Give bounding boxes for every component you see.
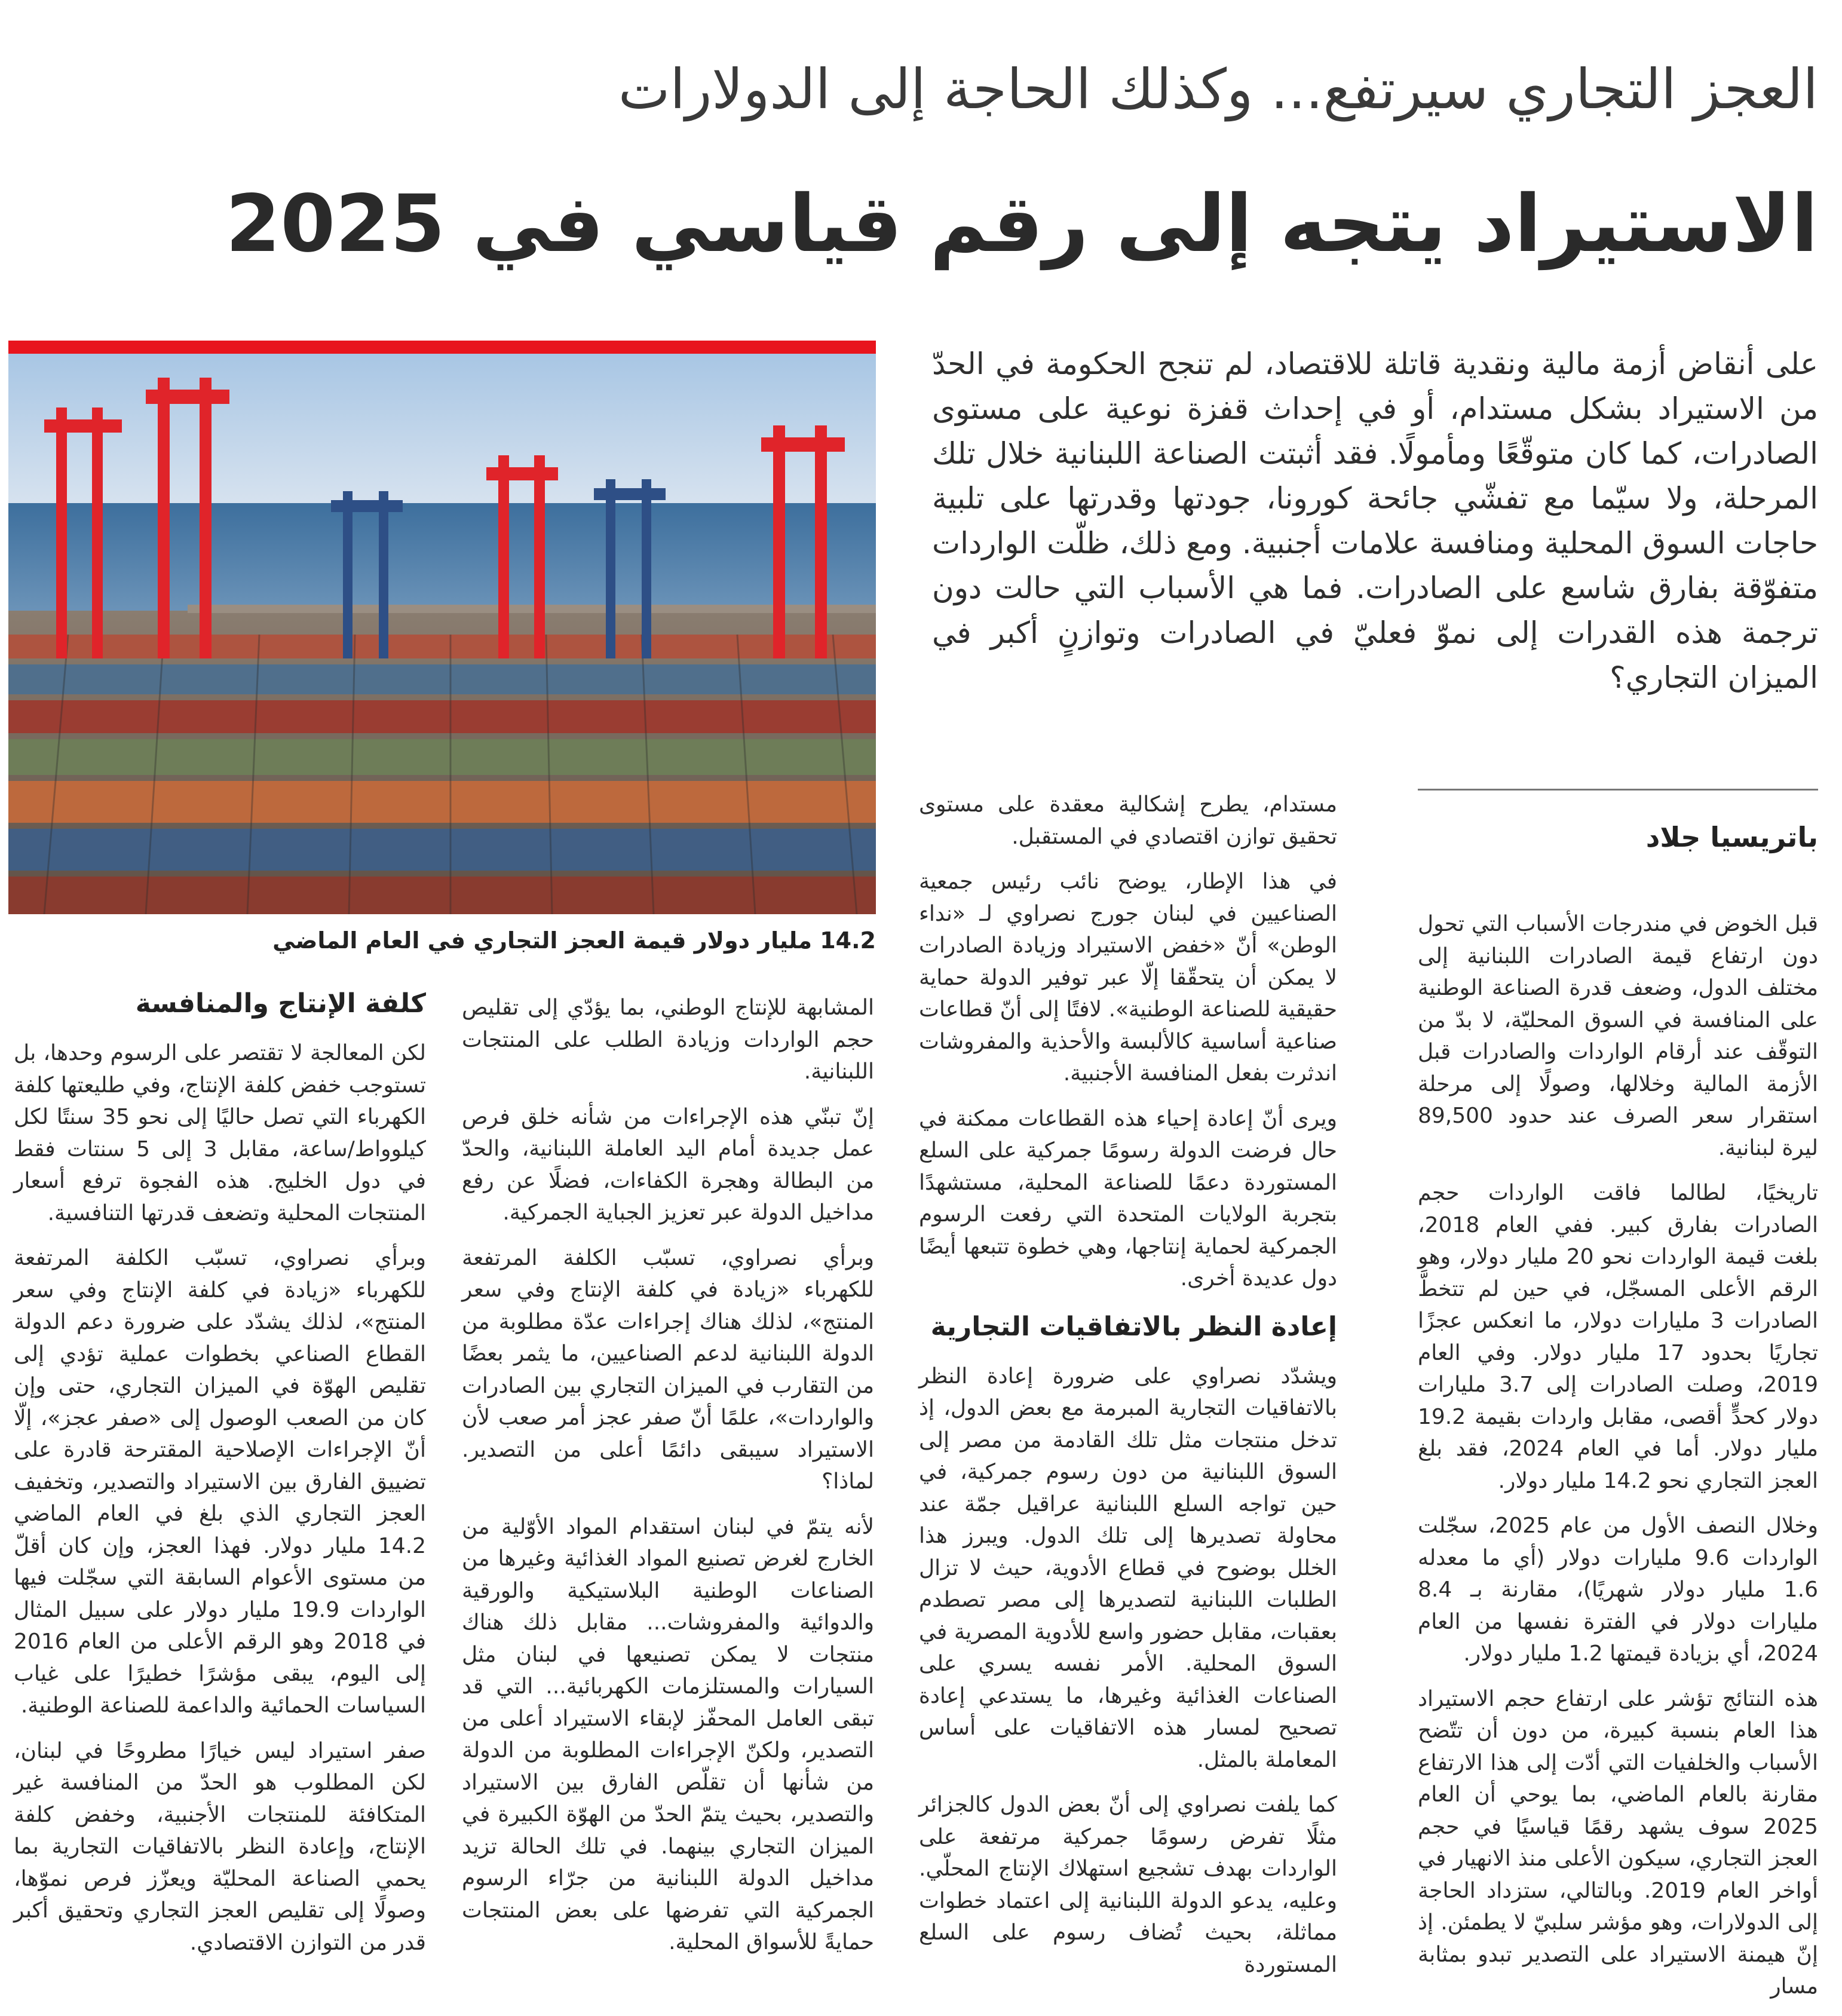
red-accent-bar [8,341,876,354]
paragraph: وبرأي نصراوي، تسبّب الكلفة المرتفعة للكهرباء «زيادة في كلفة الإنتاج وفي سعر المنتج»، لذلك يشدّد على ضرورة دعم الدولة القطاع الصناعي بخطوات عملية تؤدي إلى تقليص الهوّة في الميزان التجاري، حتى وإن كان من الصعب الوصول إلى «صفر عجز»، إلّا أنّ الإجراءات الإصلاحية المقترحة قادرة على تضييق الفارق بين الاستيراد والتصدير، وتخفيف العجز التجاري الذي بلغ في العام الماضي 14.2 مليار دولار. فهذا العجز، وإن كان أقلّ من مستوى الأعوام السابقة التي سجّلت فيها الواردات 19.9 مليار دولار على سبيل المثال في 2018 وهو الرقم الأعلى من العام 2016 إلى اليوم، يبقى مؤشرًا خطيرًا على غياب السياسات الحمائية والداعمة للصناعة الوطنية. [14,1246,426,1718]
article-photo [8,341,876,914]
lede-paragraph: على أنقاض أزمة مالية ونقدية قاتلة للاقتصاد، لم تنجح الحكومة في الحدّ من الاستيراد بشكل مستدام، أو في إحداث قفزة نوعية على مستوى الصادرات، كما كان متوقّعًا ومأمولًا. فقد أثبتت الصناعة اللبنانية خلال تلك المرحلة، ولا سيّما مع تفشّي جائحة كورونا، جودتها وقدرتها على تلبية حاجات السوق المحلية ومنافسة علامات أجنبية. ومع ذلك، ظلّت الواردات متفوّقة بفارق شاسع على الصادرات. فما هي الأسباب التي حالت دون ترجمة هذه القدرات إلى نموّ فعليّ في الصادرات وتوازنٍ أكبر في الميزان التجاري؟ [932,347,1818,695]
author-name: باتريسيا جلاد [1645,821,1818,853]
paragraph: مستدام، يطرح إشكالية معقدة على مستوى تحقيق توازن اقتصادي في المستقبل. [919,792,1337,849]
kicker-headline: العجز التجاري سيرتفع... وكذلك الحاجة إلى الدولارات [618,57,1818,121]
article-column-2 [919,789,1337,1994]
photo-caption: 14.2 مليار دولار قيمة العجز التجاري في العام الماضي [272,927,876,954]
paragraph: ويشدّد نصراوي على ضرورة إعادة النظر بالاتفاقيات التجارية المبرمة مع بعض الدول، إذ تدخل منتجات مثل تلك القادمة من مصر إلى السوق اللبنانية من دون رسوم جمركية، في حين تواجه السلع اللبنانية عراقيل جمّة عند محاولة تصديرها إلى تلك الدول. ويبرز هذا الخلل بوضوح في قطاع الأدوية، حيث لا تزال الطلبات اللبنانية لتصديرها إلى مصر تصطدم بعقبات، مقابل حضور واسع للأدوية المصرية في السوق المحلية. الأمر نفسه يسري على الصناعات الغذائية وغيرها، ما يستدعي إعادة تصحيح لمسار هذه الاتفاقيات على أساس المعاملة بالمثل. [919,1364,1337,1772]
paragraph: لأنه يتمّ في لبنان استقدام المواد الأوّلية من الخارج لغرض تصنيع المواد الغذائية وغيرها من الصناعات الوطنية البلاستيكية والورقية والدوائية والمفروشات... مقابل ذلك هناك منتجات لا يمكن تصنيعها في لبنان مثل السيارات والمستلزمات الكهربائية... التي قد تبقى العامل المحفّز لإبقاء الاستيراد أعلى من التصدير، ولكنّ الإجراءات المطلوبة من الدولة من شأنها أن تقلّص الفارق بين الاستيراد والتصدير، بحيث يتمّ الحدّ من الهوّة الكبيرة في الميزان التجاري بينهما. في تلك الحالة تزيد مداخيل الدولة اللبنانية من جرّاء الرسوم الجمركية التي تفرضها على بعض المنتجات حمايةً للأسواق المحلية. [462,1514,874,1954]
subheading-trade-agreements: إعادة النظر بالاتفاقيات التجارية [930,1311,1337,1342]
paragraph: صفر استيراد ليس خيارًا مطروحًا في لبنان، لكن المطلوب هو الحدّ من المنافسة غير المتكافئة للمنتجات الأجنبية، وخفض كلفة الإنتاج، وإعادة النظر بالاتفاقيات التجارية بما يحمي الصناعة المحليّة ويعزّز فرص نموّها، وصولًا إلى تقليص العجز التجاري وتحقيق أكبر قدر من التوازن الاقتصادي. [14,1738,426,1955]
subheading-production-cost: كلفة الإنتاج والمنافسة [135,988,426,1019]
paragraph: لكن المعالجة لا تقتصر على الرسوم وحدها، بل تستوجب خفض كلفة الإنتاج، وفي طليعتها كلفة الكهرباء التي تصل حاليًا إلى نحو 35 سنتًا لكل كيلوواط/ساعة، مقابل 3 إلى 5 سنتات فقط في دول الخليج. هذه الفجوة ترفع أسعار المنتجات المحلية وتضعف قدرتها التنافسية. [14,1041,426,1225]
main-headline: الاستيراد يتجه إلى رقم قياسي في 2025 [225,178,1818,270]
byline-rule [1418,789,1818,791]
paragraph: وخلال النصف الأول من عام 2025، سجّلت الواردات 9.6 مليارات دولار (أي ما معدله 1.6 مليار دولار شهريًا)، مقارنة بـ 8.4 مليارات دولار في الفترة نفسها من العام 2024، أي بزيادة قيمتها 1.2 مليار دولار. [1418,1513,1819,1666]
paragraph: تاريخيًا، لطالما فاقت الواردات حجم الصادرات بفارق كبير. ففي العام 2018، بلغت قيمة الواردات نحو 20 مليار دولار، وهو الرقم الأعلى المسجّل، في حين لم تتخطَّ الصادرات 3 مليارات دولار، ما انعكس عجزًا تجاريًا بحدود 17 مليار دولار. وفي العام 2019، وصلت الصادرات إلى 3.7 مليارات دولار كحدٍّ أقصى، مقابل واردات بقيمة 19.2 مليار دولار. أما في العام 2024، فقد بلغ العجز التجاري نحو 14.2 مليار دولار. [1418,1181,1818,1493]
paragraph: قبل الخوض في مندرجات الأسباب التي تحول دون ارتفاع قيمة الصادرات اللبنانية إلى مختلف الدول، وضعف قدرة الصناعة الوطنية على المنافسة في السوق المحليّة، لا بدّ من التوقّف عند أرقام الواردات والصادرات قبل الأزمة المالية وخلالها، وصولًا إلى مرحلة استقرار سعر الصرف عند حدود 89,500 ليرة لبنانية. [1418,912,1818,1160]
paragraph: كما يلفت نصراوي إلى أنّ بعض الدول كالجزائر مثلًا تفرض رسومًا جمركية مرتفعة على الواردات بهدف تشجيع استهلاك الإنتاج المحلّي. وعليه، يدعو الدولة اللبنانية إلى اعتماد خطوات مماثلة، بحيث تُضاف رسوم على السلع المستوردة [919,1793,1337,1977]
paragraph: إنّ تبنّي هذه الإجراءات من شأنه خلق فرص عمل جديدة أمام اليد العاملة اللبنانية، والحدّ من البطالة وهجرة الكفاءات، فضلًا عن رفع مداخيل الدولة عبر تعزيز الجباية الجمركية. [462,1104,874,1225]
paragraph: وبرأي نصراوي، تسبّب الكلفة المرتفعة للكهرباء «زيادة في كلفة الإنتاج وفي سعر المنتج»، لذلك هناك إجراءات عدّة مطلوبة من الدولة اللبنانية لدعم الصناعيين، ما يثمر بعضًا من التقارب في الميزان التجاري بين الصادرات والواردات»، علمًا أنّ صفر عجز أمر صعب لأن الاستيراد سيبقى دائمًا أعلى من التصدير. لماذا؟ [462,1245,874,1494]
article-column-3 [462,992,874,1972]
article-column-4 [14,986,426,1972]
paragraph: هذه النتائج تؤشر على ارتفاع حجم الاستيراد هذا العام بنسبة كبيرة، من دون أن تتّضح الأسباب والخلفيات التي أدّت إلى هذا الارتفاع مقارنة بالعام الماضي، بما يوحي أن العام 2025 سوف يشهد رقمًا قياسيًا في حجم العجز التجاري، سيكون الأعلى منذ الانهيار في أواخر العام 2019. وبالتالي، ستزداد الحاجة إلى الدولارات، وهو مؤشر سلبيّ لا يطمئن. إذ إنّ هيمنة الاستيراد على التصدير تبدو بمثابة مسار [1418,1686,1818,1999]
paragraph: في هذا الإطار، يوضح نائب رئيس جمعية الصناعيين في لبنان جورج نصراوي لـ «نداء الوطن» أنّ «خفض الاستيراد وزيادة الصادرات لا يمكن أن يتحقّقا إلّا عبر توفير الدولة حماية حقيقية للصناعة الوطنية». لافتًا إلى أنّ قطاعات صناعية أساسية كالألبسة والأحذية والمفروشات اندثرت بفعل المنافسة الأجنبية. [919,869,1337,1086]
byline-block [1418,789,1818,855]
paragraph: ويرى أنّ إعادة إحياء هذه القطاعات ممكنة في حال فرضت الدولة رسومًا جمركية على السلع المستوردة دعمًا للصناعة المحلية، مستشهدًا بتجربة الولايات المتحدة التي رفعت الرسوم الجمركية لحماية إنتاجها، وهي خطوة تتبعها أيضًا دول عديدة أخرى. [919,1106,1337,1291]
port-photo-illustration [8,354,876,914]
paragraph: المشابهة للإنتاج الوطني، بما يؤدّي إلى تقليص حجم الواردات وزيادة الطلب على المنتجات اللبنانية. [462,995,874,1084]
article-column-1 [1418,908,1818,2016]
